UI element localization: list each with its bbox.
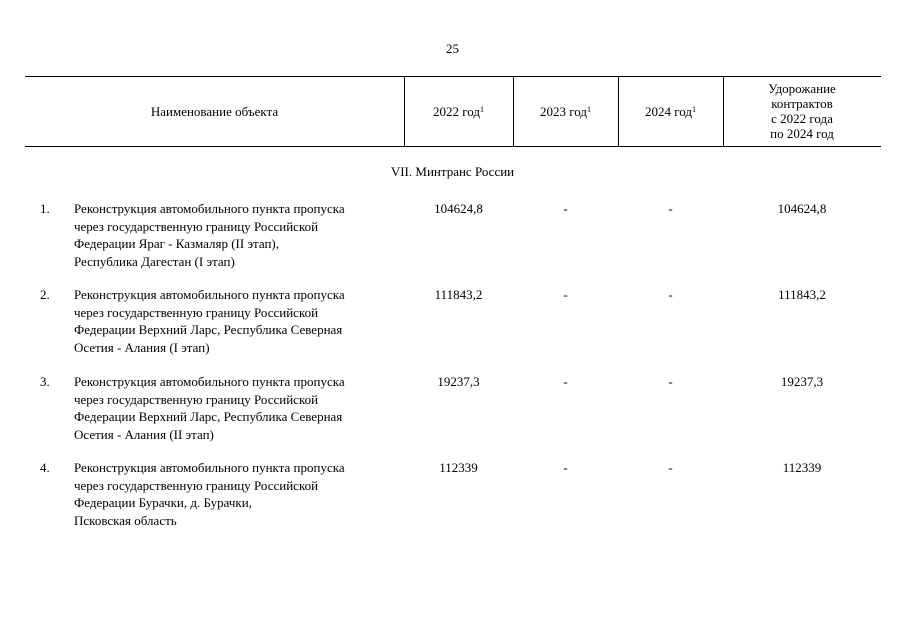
row-value-total: 111843,2 bbox=[778, 287, 826, 302]
row-name-line: Реконструкция автомобильного пункта пропуска bbox=[74, 201, 345, 216]
footnote-mark: 1 bbox=[587, 104, 591, 114]
row-number: 1. bbox=[40, 201, 50, 216]
row-value-2024: - bbox=[668, 201, 673, 216]
header-total-line: с 2022 года bbox=[771, 111, 833, 126]
row-value-total: 104624,8 bbox=[777, 201, 827, 216]
row-object-name bbox=[74, 373, 404, 443]
row-object-name bbox=[74, 286, 404, 356]
row-name-line: Федерации Верхний Ларс, Республика Северная bbox=[74, 409, 343, 424]
header-2022-label: 2022 год bbox=[433, 103, 480, 119]
row-name-line: Республика Дагестан (I этап) bbox=[74, 253, 235, 269]
header-name bbox=[25, 76, 404, 146]
row-object-name bbox=[74, 200, 404, 270]
header-total-line: контрактов bbox=[771, 96, 833, 111]
header-2023 bbox=[513, 76, 618, 146]
row-value-total: 112339 bbox=[782, 460, 822, 475]
footnote-mark: 1 bbox=[480, 104, 484, 114]
header-total bbox=[723, 76, 881, 146]
row-name-line: Псковская область bbox=[74, 512, 177, 528]
header-2024-label: 2024 год bbox=[645, 103, 692, 119]
row-name-line: Реконструкция автомобильного пункта пропуска bbox=[74, 460, 345, 475]
row-value-2023: - bbox=[563, 460, 568, 475]
row-value-2024: - bbox=[668, 287, 673, 302]
row-value-total: 19237,3 bbox=[780, 374, 824, 389]
header-name-label: Наименование объекта bbox=[150, 103, 279, 119]
row-object-name bbox=[74, 459, 404, 529]
header-2024 bbox=[618, 76, 723, 146]
row-name-line: Федерации Верхний Ларс, Республика Северная bbox=[74, 322, 343, 337]
row-name-line: через государственную границу Российской bbox=[74, 477, 319, 493]
row-value-2024: - bbox=[668, 374, 673, 389]
row-name-line: Осетия - Алания (I этап) bbox=[74, 339, 210, 355]
footnote-mark: 1 bbox=[692, 104, 696, 114]
header-bottom-rule bbox=[25, 146, 881, 147]
header-2022 bbox=[404, 76, 513, 146]
header-2023-label: 2023 год bbox=[540, 103, 587, 119]
row-name-line: Федерации Бурачки, д. Бурачки, bbox=[74, 495, 252, 510]
row-value-2023: - bbox=[563, 201, 568, 216]
row-number: 2. bbox=[40, 287, 50, 302]
row-value-2022: 19237,3 bbox=[437, 374, 480, 389]
header-total-line: по 2024 год bbox=[770, 126, 834, 141]
row-value-2022: 104624,8 bbox=[434, 201, 483, 216]
row-name-line: через государственную границу Российской bbox=[74, 218, 319, 234]
row-value-2023: - bbox=[563, 287, 568, 302]
row-name-line: Осетия - Алания (II этап) bbox=[74, 426, 214, 442]
row-name-line: Реконструкция автомобильного пункта пропуска bbox=[74, 374, 345, 389]
row-value-2023: - bbox=[563, 374, 568, 389]
row-name-line: Реконструкция автомобильного пункта пропуска bbox=[74, 287, 345, 302]
row-name-line: через государственную границу Российской bbox=[74, 304, 319, 320]
section-title: VII. Минтранс России bbox=[390, 164, 515, 179]
row-value-2022: 111843,2 bbox=[434, 287, 483, 302]
row-value-2022: 112339 bbox=[439, 460, 478, 475]
row-name-line: Федерации Яраг - Казмаляр (II этап), bbox=[74, 236, 279, 251]
header-total-line: Удорожание bbox=[768, 81, 836, 96]
row-number: 4. bbox=[40, 460, 50, 475]
row-number: 3. bbox=[40, 374, 50, 389]
row-name-line: через государственную границу Российской bbox=[74, 391, 319, 407]
row-value-2024: - bbox=[668, 460, 673, 475]
page-number: 25 bbox=[446, 41, 459, 56]
